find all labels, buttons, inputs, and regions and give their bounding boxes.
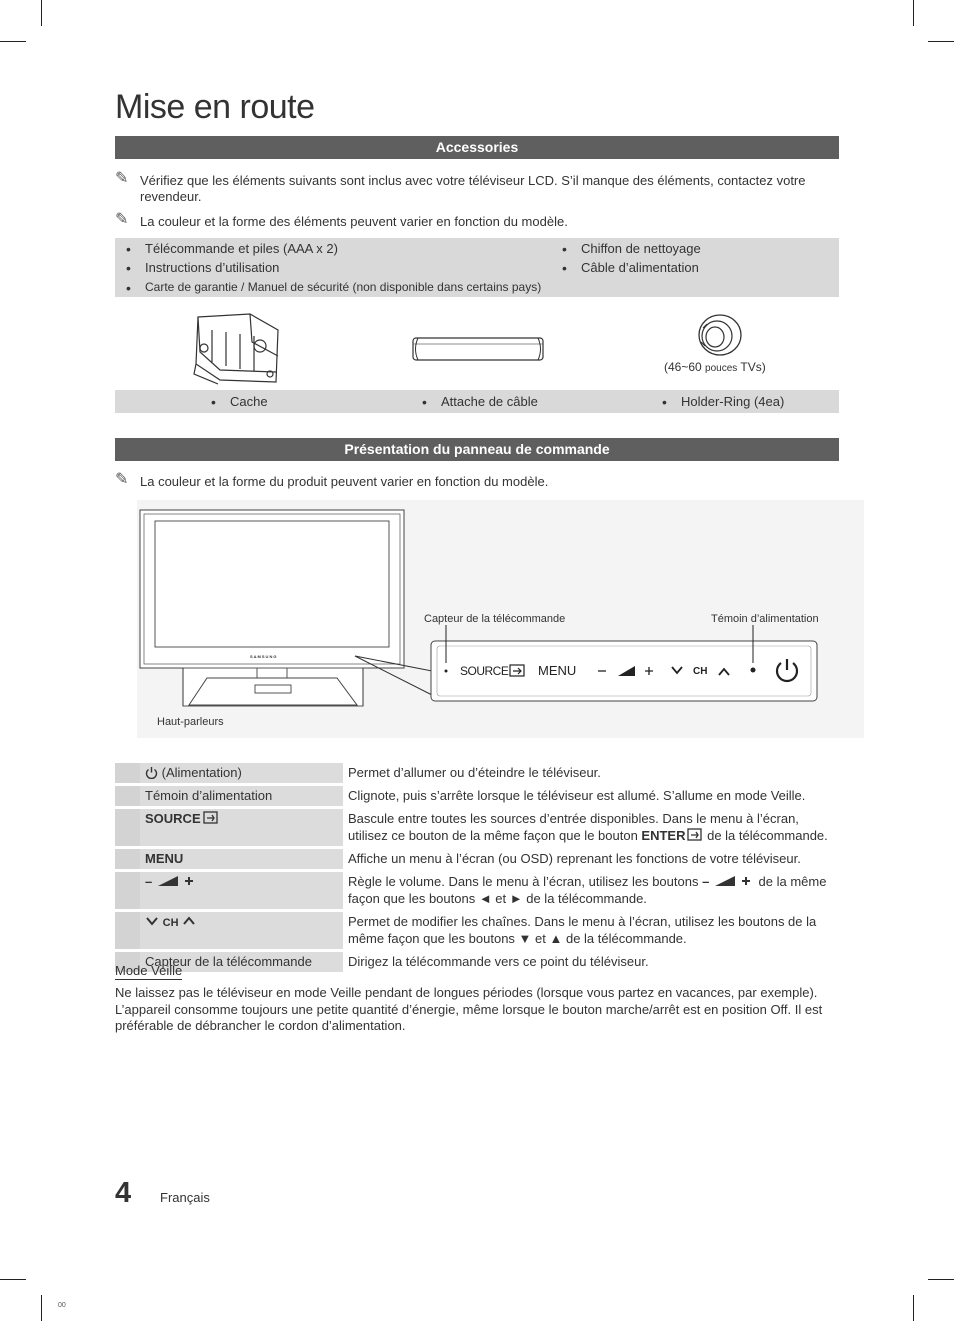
- desc-text: Bascule entre toutes les sources d’entrée disponibles. Dans le menu à l’écran, utilisez ce bouton de la même façon que le bouton: [348, 811, 799, 843]
- crop-mark: [913, 0, 914, 26]
- control-name: –: [145, 874, 153, 889]
- standby-paragraph: Ne laissez pas le téléviseur en mode Veille pendant de longues périodes (lorsque vous partez en vacances, par exemple). L’appareil consomme toujours une petite quantité d’énergie, même lorsque le bouton marche/arrêt est en position Off. Il est préférable de débrancher le cordon d’alimentation.: [115, 985, 823, 1033]
- callout-speakers: Haut-parleurs: [157, 716, 224, 728]
- crop-mark: [0, 1279, 26, 1280]
- standby-heading: Mode Veille: [115, 963, 183, 978]
- ring-size-caption: [664, 360, 766, 374]
- section-heading-accessories: Accessories: [115, 136, 839, 159]
- note: [115, 211, 815, 230]
- source-enter-icon: [203, 811, 219, 824]
- callout-power-indicator: Témoin d’alimentation: [711, 613, 819, 625]
- note: [115, 170, 815, 205]
- pencil-note-icon: ✎: [115, 471, 129, 488]
- list-item: • Instructions d’utilisation: [145, 260, 279, 275]
- list-item: • Carte de garantie / Manuel de sécurité (non disponible dans certains pays): [145, 280, 541, 294]
- list-item: • Télécommande et piles (AAA x 2): [145, 241, 338, 256]
- list-item: • Holder-Ring (4ea): [681, 394, 784, 409]
- control-desc: Permet de modifier les chaînes. Dans le menu à l’écran, utilisez les boutons de la même façon que les boutons ▼ et ▲ de la télécommande.: [343, 912, 839, 949]
- table-row: [115, 849, 839, 869]
- page-title: Mise en route: [115, 88, 315, 126]
- note: [115, 471, 815, 490]
- note-text: La couleur et la forme du produit peuvent varier en fonction du modèle.: [140, 474, 549, 489]
- panel-menu-label: MENU: [538, 663, 577, 678]
- section-heading-panel: Présentation du panneau de commande: [115, 438, 839, 461]
- holder-ring-illustration: [693, 312, 745, 358]
- table-row: [115, 786, 839, 806]
- note-text: La couleur et la forme des éléments peuvent varier en fonction du modèle.: [140, 214, 568, 229]
- control-name: CH: [162, 917, 179, 929]
- crop-mark: [928, 41, 954, 42]
- caption-unit: pouces: [705, 363, 738, 374]
- brand-logo: SAMSUNG: [250, 654, 278, 659]
- desc-text: Règle le volume. Dans le menu à l’écran, utilisez les boutons: [348, 874, 703, 889]
- channel-up-icon: [182, 916, 196, 926]
- control-desc: Permet d’allumer ou d’éteindre le téléviseur.: [343, 763, 839, 783]
- control-desc: Règle le volume. Dans le menu à l’écran, utilisez les boutons – de la même façon que les boutons ◄ et ► de la télécommande.: [343, 872, 839, 909]
- control-name: SOURCE: [145, 811, 201, 826]
- caption-text: TVs): [737, 360, 766, 374]
- crop-mark: [41, 1295, 42, 1321]
- crop-mark: [41, 0, 42, 26]
- channel-down-icon: [145, 916, 159, 926]
- pencil-note-icon: ✎: [115, 170, 129, 187]
- list-item: • Cache: [230, 394, 268, 409]
- enter-icon: [687, 828, 703, 841]
- language-label: Français: [160, 1190, 210, 1205]
- caption-text: (46~60: [664, 360, 706, 374]
- crop-mark: [0, 41, 26, 42]
- control-name: (Alimentation): [161, 765, 242, 780]
- list-item: • Chiffon de nettoyage: [581, 241, 701, 256]
- controls-table: [115, 760, 839, 975]
- footer-code: 00: [58, 1302, 66, 1309]
- volume-icon: [713, 875, 755, 887]
- cover-illustration: [190, 312, 285, 387]
- crop-mark: [928, 1279, 954, 1280]
- note-text: Vérifiez que les éléments suivants sont inclus avec votre téléviseur LCD. S’il manque des éléments, contactez votre revendeur.: [140, 173, 806, 204]
- list-item: • Câble d’alimentation: [581, 260, 699, 275]
- page-number: 4: [115, 1177, 132, 1209]
- table-row: [115, 912, 839, 949]
- table-row: [115, 952, 839, 972]
- list-item: • Attache de câble: [441, 394, 538, 409]
- control-desc: Affiche un menu à l’écran (ou OSD) reprenant les fonctions de votre téléviseur.: [343, 849, 839, 869]
- control-desc: Clignote, puis s’arrête lorsque le téléviseur est allumé. S’allume en mode Veille.: [343, 786, 839, 806]
- cable-tie-illustration: [410, 334, 546, 364]
- power-icon: [145, 766, 158, 779]
- volume-icon: [156, 875, 198, 887]
- control-name: MENU: [145, 851, 184, 866]
- desc-keyword: ENTER: [641, 828, 686, 843]
- table-row: [115, 763, 839, 783]
- crop-mark: [913, 1295, 914, 1321]
- table-row: [115, 872, 839, 909]
- control-desc: Dirigez la télécommande vers ce point du téléviseur.: [343, 952, 839, 972]
- panel-ch-label: CH: [693, 666, 708, 677]
- pencil-note-icon: ✎: [115, 211, 129, 228]
- control-desc: [343, 809, 839, 846]
- desc-text: de la même façon que les boutons ◄ et ► de la télécommande.: [348, 874, 827, 906]
- callout-remote-sensor: Capteur de la télécommande: [424, 613, 566, 625]
- control-name: Témoin d’alimentation: [140, 786, 343, 806]
- desc-text: de la télécommande.: [703, 828, 828, 843]
- panel-source-label: SOURCE: [460, 664, 509, 678]
- table-row: [115, 809, 839, 846]
- control-name: Capteur de la télécommande: [140, 952, 343, 972]
